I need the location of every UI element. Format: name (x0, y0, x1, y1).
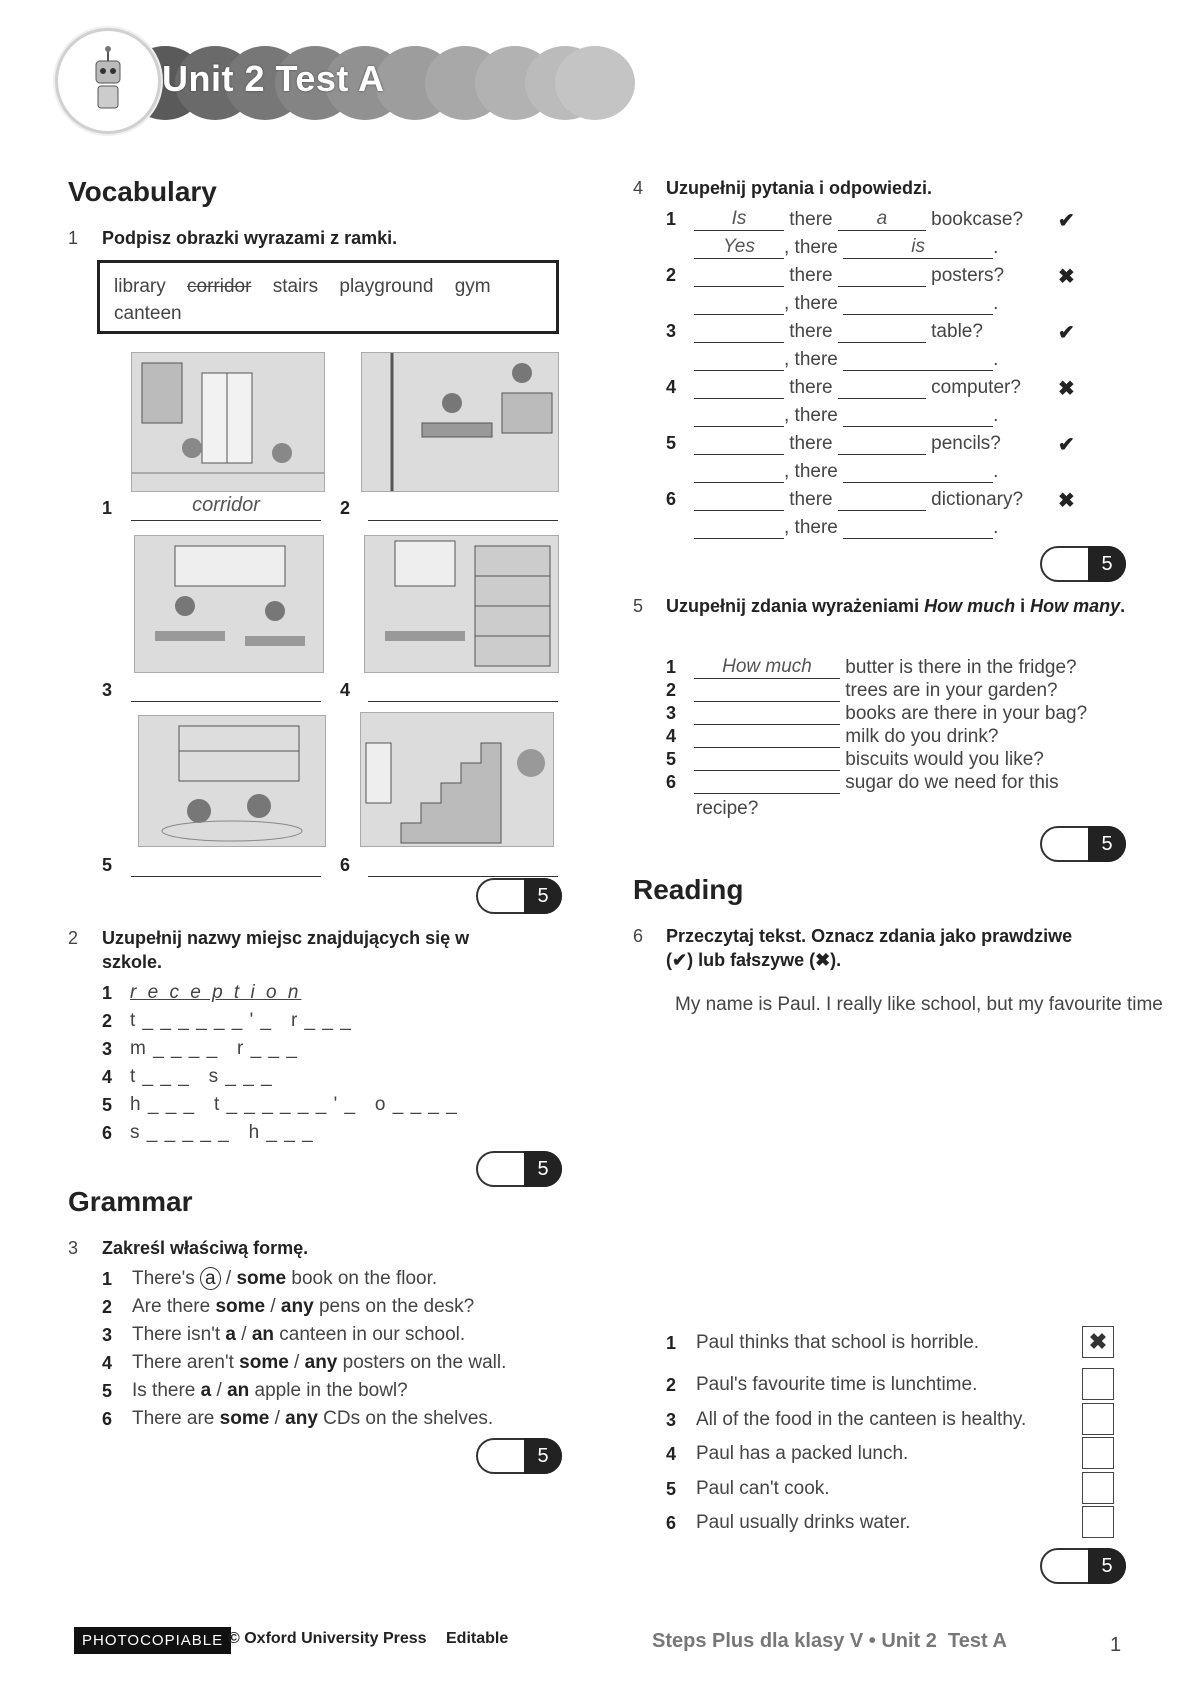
question-line: there posters? (694, 264, 1004, 287)
copyright: © Oxford University Press (228, 1630, 427, 1647)
reading-text: My name is Paul. I really like school, but my favourite time (675, 994, 1163, 1015)
question-blank[interactable] (694, 376, 784, 399)
grammar-sentence: There aren't some / any posters on the wall. (132, 1352, 507, 1373)
exercise-number: 4 (633, 178, 644, 198)
true-false-checkbox[interactable] (1082, 1437, 1114, 1469)
exercise-number: 2 (68, 928, 79, 948)
exercise-instruction-line2: (✔) lub fałszywe (✖). (666, 950, 842, 970)
option-first[interactable]: some (215, 1296, 266, 1317)
answer-blank[interactable] (843, 404, 993, 427)
box-word: gym (454, 276, 491, 297)
item-number: 5 (666, 1479, 677, 1499)
true-false-checkbox[interactable]: ✖ (1082, 1326, 1114, 1358)
section-heading-reading: Reading (633, 874, 744, 905)
exercise-number: 6 (633, 926, 644, 946)
section-heading-vocabulary: Vocabulary (68, 176, 217, 207)
answer-line[interactable] (131, 675, 321, 702)
question-blank[interactable]: a (838, 208, 926, 231)
option-second[interactable]: any (280, 1296, 314, 1317)
answer-blank[interactable]: How much (694, 656, 840, 679)
section-heading-grammar: Grammar (68, 1186, 193, 1217)
exercise-instruction-line1: Przeczytaj tekst. Oznacz zdania jako prawdziwe (666, 926, 1073, 946)
picture-corridor (131, 352, 325, 492)
item-number: 2 (666, 680, 677, 700)
score-box: 5 (1040, 826, 1126, 862)
score-box: 5 (1040, 546, 1126, 582)
question-blank[interactable] (838, 264, 926, 287)
exercise-instruction: Podpisz obrazki wyrazami z ramki. (102, 228, 398, 248)
grammar-sentence: There are some / any CDs on the shelves. (132, 1408, 494, 1429)
question-line: there table? (694, 320, 983, 343)
editable-label: Editable (446, 1630, 509, 1647)
word-gap[interactable]: s _ _ _ _ _ h _ _ _ (130, 1122, 314, 1143)
item-number: 1 (102, 1269, 113, 1289)
picture-canteen (134, 535, 324, 673)
answer-line[interactable] (368, 494, 558, 521)
option-second[interactable]: any (304, 1352, 338, 1373)
item-number: 2 (666, 1375, 677, 1395)
answer-blank[interactable] (694, 679, 840, 702)
option-first[interactable]: a (200, 1380, 212, 1401)
exercise-number: 1 (68, 228, 79, 248)
exercise-instruction: Uzupełnij nazwy miejsc znajdujących się w szkole. (102, 928, 470, 972)
answer-blank[interactable] (694, 748, 840, 771)
grammar-sentence: Are there some / any pens on the desk? (132, 1296, 475, 1317)
item-number: 6 (666, 1513, 677, 1533)
question-blank[interactable] (694, 320, 784, 343)
option-second[interactable]: any (285, 1408, 318, 1429)
box-word: canteen (114, 303, 182, 324)
item-number: 2 (102, 1011, 113, 1031)
item-number: 4 (102, 1067, 113, 1087)
item-number: 6 (666, 772, 677, 792)
option-second[interactable]: an (227, 1380, 250, 1401)
answer-line: , there . (694, 292, 998, 315)
item-number: 6 (666, 489, 677, 509)
item-number: 1 (666, 657, 677, 677)
item-number: 6 (102, 1409, 113, 1429)
item-number: 5 (102, 855, 113, 875)
answer-blank[interactable] (843, 292, 993, 315)
item-number: 1 (102, 983, 113, 1003)
statement: Paul has a packed lunch. (696, 1443, 909, 1464)
answer-blank[interactable] (694, 292, 784, 315)
picture-gym (361, 352, 559, 492)
answer-line[interactable] (131, 850, 321, 877)
question-line: Is there a bookcase? (694, 208, 1023, 231)
question-blank[interactable] (694, 488, 784, 511)
answer-line: , there . (694, 348, 998, 371)
true-false-checkbox[interactable] (1082, 1506, 1114, 1538)
item-continuation: recipe? (696, 798, 759, 819)
grammar-sentence: Is there a / an apple in the bowl? (132, 1380, 408, 1401)
fill-sentence: milk do you drink? (694, 725, 998, 748)
option-first[interactable]: some (239, 1352, 289, 1373)
option-first[interactable]: some (219, 1408, 270, 1429)
item-number: 4 (666, 1444, 677, 1464)
question-line: there dictionary? (694, 488, 1023, 511)
option-first[interactable]: a (225, 1324, 236, 1345)
word-answer: r e c e p t i o n (130, 982, 302, 1003)
item-number: 5 (102, 1095, 113, 1115)
statement: All of the food in the canteen is healthy. (696, 1409, 1027, 1430)
item-number: 3 (102, 1325, 113, 1345)
word-gap[interactable]: h _ _ _ t _ _ _ _ _ _ ' _ o _ _ _ _ (130, 1094, 458, 1115)
answer-blank[interactable] (843, 460, 993, 483)
page-number: 1 (1110, 1634, 1122, 1656)
item-number: 3 (102, 1039, 113, 1059)
true-false-checkbox[interactable] (1082, 1403, 1114, 1435)
answer-blank[interactable] (843, 348, 993, 371)
question-blank[interactable] (694, 264, 784, 287)
question-blank[interactable] (838, 432, 926, 455)
question-blank[interactable] (838, 376, 926, 399)
answer-blank[interactable] (843, 516, 993, 539)
question-blank[interactable] (838, 320, 926, 343)
box-word: library (114, 276, 166, 297)
score-box: 5 (1040, 1548, 1126, 1584)
item-number: 3 (666, 1410, 677, 1430)
fill-sentence: biscuits would you like? (694, 748, 1044, 771)
question-line: there pencils? (694, 432, 1001, 455)
item-number: 3 (666, 321, 677, 341)
score-box: 5 (476, 1151, 562, 1187)
true-false-checkbox[interactable] (1082, 1472, 1114, 1504)
word-gap[interactable]: m _ _ _ _ r _ _ _ (130, 1038, 298, 1059)
answer-blank[interactable] (694, 404, 784, 427)
item-number: 5 (666, 749, 677, 769)
score-box: 5 (476, 1438, 562, 1474)
question-blank[interactable]: Is (694, 208, 784, 231)
exercise-instruction: Uzupełnij pytania i odpowiedzi. (666, 178, 933, 198)
item-number: 1 (666, 1333, 677, 1353)
item-number: 4 (102, 1353, 113, 1373)
series-title: Steps Plus dla klasy V • Unit 2 Test A (652, 1630, 1007, 1652)
word-gap[interactable]: t _ _ _ _ _ _ ' _ r _ _ _ (130, 1010, 352, 1031)
true-false-checkbox[interactable] (1082, 1368, 1114, 1400)
box-word: stairs (272, 276, 319, 297)
item-number: 3 (666, 703, 677, 723)
exercise-number: 3 (68, 1238, 79, 1258)
answer-line: , there . (694, 404, 998, 427)
question-blank[interactable] (838, 488, 926, 511)
fill-sentence: sugar do we need for this (694, 771, 1059, 794)
answer-blank[interactable]: is (843, 236, 993, 259)
question-line: there computer? (694, 376, 1021, 399)
item-number: 5 (666, 433, 677, 453)
option-second[interactable]: an (251, 1324, 274, 1345)
question-blank[interactable] (694, 432, 784, 455)
answer-line[interactable] (368, 675, 558, 702)
tick-icon: ✔ (1058, 210, 1075, 232)
unit-header (55, 28, 635, 138)
answer-blank[interactable] (694, 771, 840, 794)
statement: Paul thinks that school is horrible. (696, 1332, 980, 1353)
page-title: Unit 2 Test A (162, 58, 385, 99)
fill-sentence: trees are in your garden? (694, 679, 1058, 702)
item-number: 2 (102, 1297, 113, 1317)
picture-library (364, 535, 559, 673)
box-word-crossed: corridor (187, 276, 252, 297)
statement: Paul can't cook. (696, 1478, 830, 1499)
item-number: 1 (102, 498, 113, 518)
picture-playground (138, 715, 326, 847)
statement: Paul's favourite time is lunchtime. (696, 1374, 978, 1395)
statement: Paul usually drinks water. (696, 1512, 911, 1533)
item-number: 5 (102, 1381, 113, 1401)
cross-icon: ✖ (1058, 378, 1075, 400)
fill-sentence: books are there in your bag? (694, 702, 1087, 725)
cross-icon: ✖ (1058, 490, 1075, 512)
tick-icon: ✔ (1058, 434, 1075, 456)
item-number: 6 (340, 855, 351, 875)
answer-line[interactable] (368, 850, 558, 877)
exercise-instruction: Uzupełnij zdania wyrażeniami How much i How many. (666, 596, 1126, 616)
answer-line: , there . (694, 516, 998, 539)
answer-line[interactable]: corridor (131, 494, 321, 521)
exercise-instruction: Zakreśl właściwą formę. (102, 1238, 309, 1258)
photocopiable-badge: PHOTOCOPIABLE (74, 1627, 231, 1654)
cross-icon: ✖ (1058, 266, 1075, 288)
option-second[interactable]: some (236, 1268, 287, 1289)
fill-sentence: How much butter is there in the fridge? (694, 656, 1077, 679)
picture-stairs (360, 712, 554, 847)
answer-blank[interactable] (694, 460, 784, 483)
item-number: 3 (102, 680, 113, 700)
box-word: playground (339, 276, 434, 297)
grammar-sentence: There isn't a / an canteen in our school. (132, 1324, 466, 1345)
item-number: 2 (666, 265, 677, 285)
tick-icon: ✔ (1058, 322, 1075, 344)
answer-blank[interactable] (694, 348, 784, 371)
answer-line: , there . (694, 460, 998, 483)
robot-logo-icon (55, 28, 161, 134)
word-gap[interactable]: t _ _ _ s _ _ _ (130, 1066, 273, 1087)
item-number: 2 (340, 498, 351, 518)
answer-blank[interactable] (694, 516, 784, 539)
answer-line: Yes , there is . (694, 236, 998, 259)
word-box (97, 260, 559, 334)
item-number: 1 (666, 209, 677, 229)
item-number: 6 (102, 1123, 113, 1143)
answer-blank[interactable]: Yes (694, 236, 784, 259)
answer-blank[interactable] (694, 702, 840, 725)
item-number: 4 (666, 726, 677, 746)
item-number: 4 (340, 680, 351, 700)
answer-blank[interactable] (694, 725, 840, 748)
option-first[interactable]: a (200, 1267, 221, 1290)
exercise-number: 5 (633, 596, 644, 616)
item-number: 4 (666, 377, 677, 397)
grammar-sentence: There's a / some book on the floor. (132, 1268, 438, 1289)
score-box: 5 (476, 878, 562, 914)
